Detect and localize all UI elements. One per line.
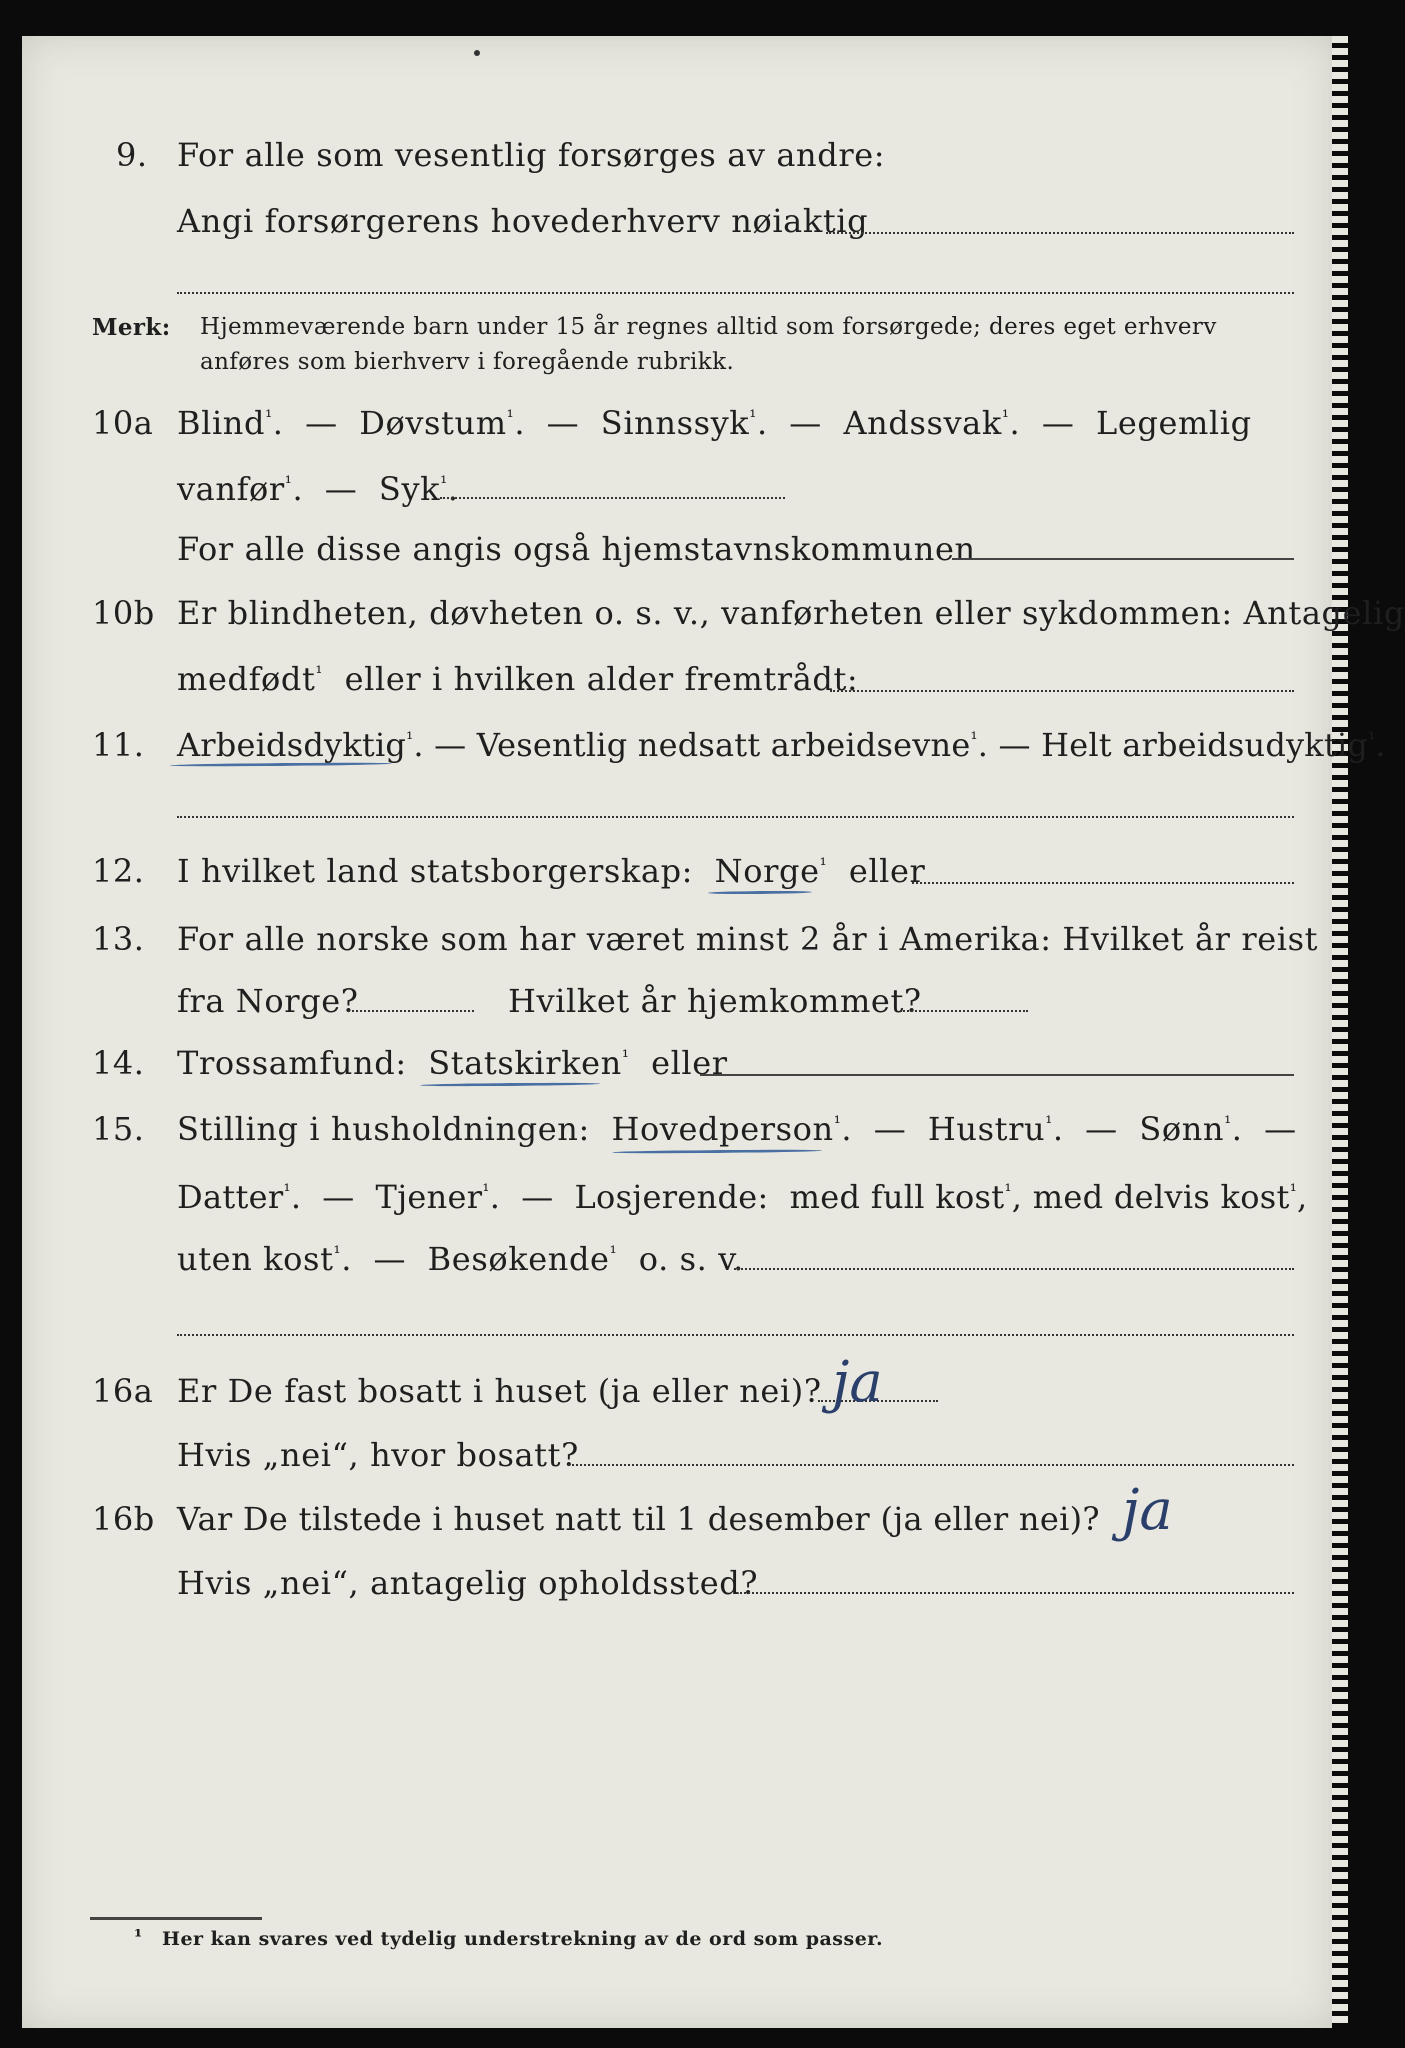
- footnote-rule: [90, 1917, 262, 1920]
- q12-line: I hvilket land statsborgerskap: Norge$^{^1}$ eller: [177, 852, 926, 890]
- q10a-line2: vanfør$^{^1}$. — Syk$^{^1}$.: [177, 470, 459, 508]
- q11-line: Arbeidsdyktig$^{^1}$. — Vesentlig nedsatt arbeidsevne$^{^1}$. — Helt arbeidsudyktig$^{^1}$.: [177, 726, 1386, 764]
- q15-number: 15.: [92, 1110, 145, 1148]
- perforated-edge: [1332, 36, 1348, 2028]
- opt-hustru: Hustru: [927, 1110, 1046, 1148]
- q12-number: 12.: [92, 852, 145, 890]
- opt-udyktig: Helt arbeidsudyktig: [1041, 726, 1369, 764]
- q13-line2a: fra Norge?: [177, 982, 359, 1020]
- q16b-number: 16b: [92, 1500, 155, 1538]
- q10a-hjemstavn-line: [952, 558, 1294, 560]
- opt-besokende: Besøkende: [427, 1240, 610, 1278]
- q9-answer-line: [826, 232, 1294, 234]
- opt-andssvak: Andssvak: [843, 404, 1002, 442]
- q15-line1: Stilling i husholdningen: Hovedperson$^{^1}$. — Hustru$^{^1}$. — Sønn$^{^1}$. —: [177, 1110, 1297, 1148]
- q11-number: 11.: [92, 726, 145, 764]
- q9-number: 9.: [116, 136, 148, 174]
- opt-legemlig: Legemlig: [1095, 404, 1252, 442]
- q11-answer-line: [177, 816, 1294, 818]
- q16a-line1: Er De fast bosatt i huset (ja eller nei)?: [177, 1372, 822, 1410]
- q10a-line1: Blind$^{^1}$. — Døvstum$^{^1}$. — Sinnssyk$^{^1}$. — Andssvak$^{^1}$. — Legemlig: [177, 404, 1252, 442]
- q15-line3: uten kost$^{^1}$. — Besøkende$^{^1}$ o. s. v.: [177, 1240, 744, 1278]
- q16a-handwritten-answer: ja: [832, 1350, 883, 1415]
- merk-line1: Hjemmeværende barn under 15 år regnes alltid som forsørgede; deres eget erhverv: [200, 314, 1217, 340]
- q15-answer-line-2: [177, 1334, 1294, 1336]
- q10b-number: 10b: [92, 594, 155, 632]
- opt-datter: Datter: [177, 1178, 284, 1216]
- q16a-number: 16a: [92, 1372, 154, 1410]
- q13-hjemkommet-line: [900, 1010, 1028, 1012]
- merk-label: Merk:: [92, 314, 171, 341]
- q15-line2: Datter$^{^1}$. — Tjener$^{^1}$. — Losjerende: med full kost$^{^1}$, med delvis kost$^{^1}$,: [177, 1178, 1308, 1216]
- q16b-line1: Var De tilstede i huset natt til 1 desember (ja eller nei)?: [177, 1500, 1100, 1538]
- q10b-line2: medfødt$^{^1}$ eller i hvilken alder fremtrådt:: [177, 660, 859, 698]
- ink-dot: [474, 50, 480, 56]
- opt-nedsatt: Vesentlig nedsatt arbeidsevne: [476, 726, 971, 764]
- q9-line1: For alle som vesentlig forsørges av andre:: [177, 136, 886, 174]
- q16a-bosatt-line: [568, 1464, 1294, 1466]
- q12-answer-line: [912, 882, 1294, 884]
- opt-blind: Blind: [177, 404, 266, 442]
- opt-sinnssyk: Sinnssyk: [600, 404, 750, 442]
- q14-number: 14.: [92, 1044, 145, 1082]
- q10b-answer-line: [830, 690, 1294, 692]
- q14-answer-line: [700, 1074, 1294, 1076]
- opt-vanfor: vanfør: [177, 470, 285, 508]
- q16b-line2: Hvis „nei“, antagelig opholdssted?: [177, 1564, 759, 1602]
- opt-tjener: Tjener: [375, 1178, 483, 1216]
- q9-line2: Angi forsørgerens hovederhverv nøiaktig: [177, 202, 869, 240]
- q13-reist-line: [348, 1010, 474, 1012]
- opt-delviskost: med delvis kost: [1032, 1178, 1290, 1216]
- q13-line1: For alle norske som har været minst 2 år i Amerika: Hvilket år reist: [177, 920, 1319, 958]
- opt-norge: Norge: [714, 852, 820, 890]
- opt-syk: Syk: [378, 470, 441, 508]
- opt-fullkost: med full kost: [789, 1178, 1005, 1216]
- q16a-line2: Hvis „nei“, hvor bosatt?: [177, 1436, 579, 1474]
- q10a-number: 10a: [92, 404, 154, 442]
- q13-number: 13.: [92, 920, 145, 958]
- opt-hovedperson: Hovedperson: [611, 1110, 834, 1148]
- q16b-handwritten-answer: ja: [1122, 1478, 1173, 1543]
- q14-line: Trossamfund: Statskirken$^{^1}$ eller: [177, 1044, 728, 1082]
- opt-statskirken: Statskirken: [428, 1044, 622, 1082]
- q9-answer-line-2: [177, 292, 1294, 294]
- opt-utenkost: uten kost: [177, 1240, 334, 1278]
- opt-arbeidsdyktig: Arbeidsdyktig: [177, 726, 407, 764]
- q13-line2b: Hvilket år hjemkommet?: [508, 982, 922, 1020]
- footnote-mark: ¹: [134, 1926, 143, 1948]
- q15-answer-line: [734, 1268, 1294, 1270]
- footnote-text: Her kan svares ved tydelig understrekning av de ord som passer.: [162, 1928, 884, 1950]
- q10a-answer-line: [440, 497, 785, 499]
- q10b-line1: Er blindheten, døvheten o. s. v., vanførheten eller sykdommen: Antagelig: [177, 594, 1405, 632]
- merk-line2: anføres som bierhverv i foregående rubrikk.: [200, 349, 735, 375]
- opt-sonn: Sønn: [1139, 1110, 1225, 1148]
- q10a-line3: For alle disse angis også hjemstavnskommunen: [177, 530, 976, 568]
- q16b-opholdssted-line: [736, 1592, 1294, 1594]
- opt-dovstum: Døvstum: [359, 404, 507, 442]
